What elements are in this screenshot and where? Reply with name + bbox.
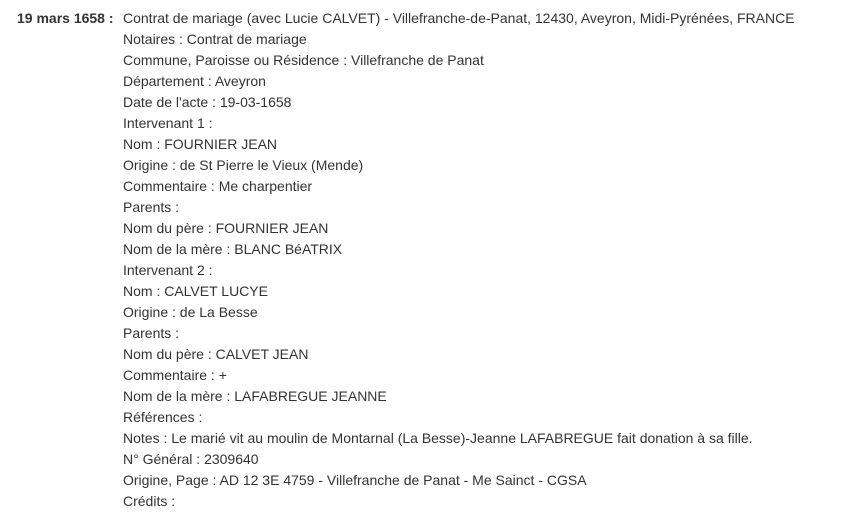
- intervenant-2-commentaire: Commentaire : +: [123, 367, 227, 383]
- intervenant-1-nom: Nom : FOURNIER JEAN: [123, 136, 278, 152]
- event-details: [123, 10, 852, 514]
- notes-line: Notes : Le marié vit au moulin de Montarnal (La Besse)-Jeanne LAFABREGUE fait donation à sa fille.: [123, 430, 753, 446]
- intervenant-2-nom: Nom : CALVET LUCYE: [123, 283, 268, 299]
- intervenant-2-origine: Origine : de La Besse: [123, 304, 258, 320]
- intervenant-2-nom-mere: Nom de la mère : LAFABREGUE JEANNE: [123, 388, 387, 404]
- intervenant-1-nom-mere: Nom de la mère : BLANC BéATRIX: [123, 241, 343, 257]
- departement-line: Département : Aveyron: [123, 73, 266, 89]
- event-date: 19 mars 1658 :: [17, 10, 114, 26]
- date-acte-line: Date de l'acte : 19-03-1658: [123, 94, 292, 110]
- origine-page-line: Origine, Page : AD 12 3E 4759 - Villefranche de Panat - Me Sainct - CGSA: [123, 472, 587, 488]
- intervenant-1-origine: Origine : de St Pierre le Vieux (Mende): [123, 157, 364, 173]
- references-heading: Références :: [123, 409, 203, 425]
- intervenant-1-nom-pere: Nom du père : FOURNIER JEAN: [123, 220, 329, 236]
- event-title: Contrat de mariage (avec Lucie CALVET) - Villefranche-de-Panat, 12430, Aveyron, Midi-Pyrénées, FRANCE: [123, 10, 795, 26]
- intervenant-2-heading: Intervenant 2 :: [123, 262, 213, 278]
- intervenant-1-parents-heading: Parents :: [123, 199, 180, 215]
- commune-line: Commune, Paroisse ou Résidence : Villefranche de Panat: [123, 52, 484, 68]
- intervenant-2-parents-heading: Parents :: [123, 325, 180, 341]
- notaires-line: Notaires : Contrat de mariage: [123, 31, 307, 47]
- numero-general-line: N° Général : 2309640: [123, 451, 259, 467]
- intervenant-1-heading: Intervenant 1 :: [123, 115, 213, 131]
- credits-line: Crédits :: [123, 493, 176, 509]
- intervenant-1-commentaire: Commentaire : Me charpentier: [123, 178, 313, 194]
- intervenant-2-nom-pere: Nom du père : CALVET JEAN: [123, 346, 309, 362]
